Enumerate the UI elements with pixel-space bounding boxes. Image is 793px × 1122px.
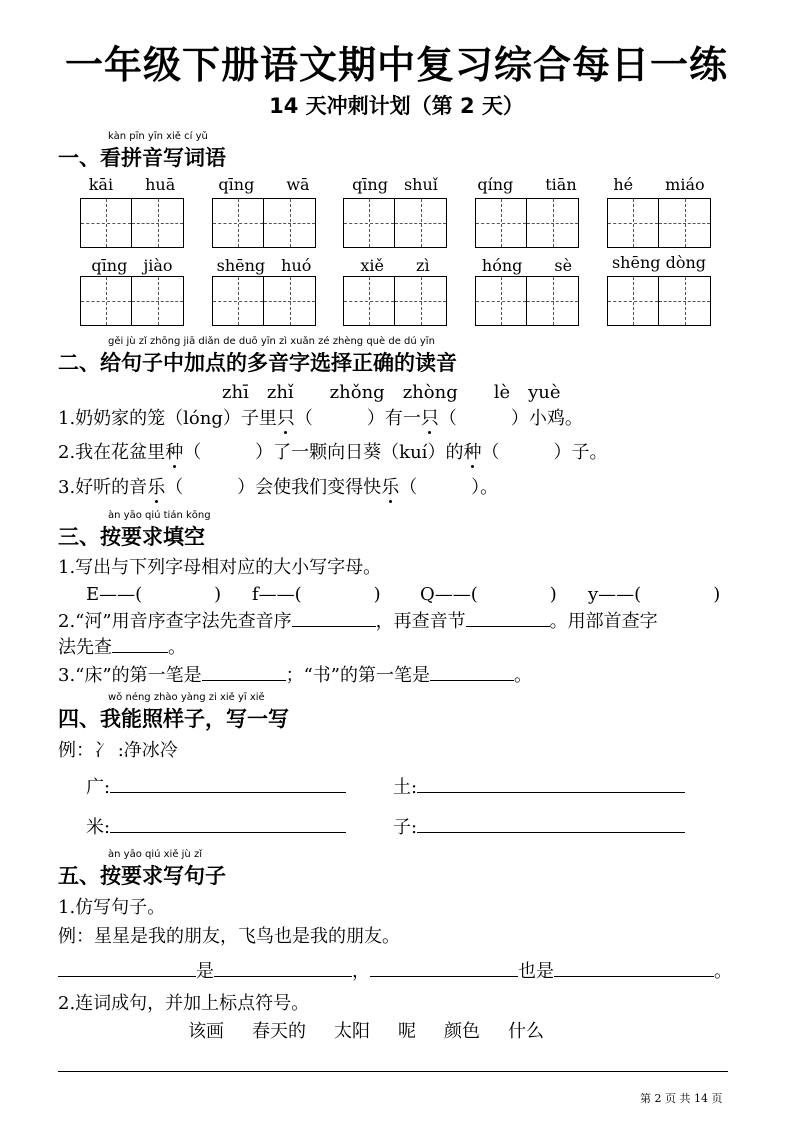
question-3-2: 2.“河”用音序查字法先查音序 ，再查音节 。用部首查字	[58, 611, 658, 632]
grid-cell[interactable]	[264, 277, 315, 325]
letter-4: y——( )	[588, 584, 721, 605]
question-2-3: 3.好听的音乐（ ）会使我们变得快乐（ ）。	[58, 477, 499, 498]
grid-cell[interactable]	[608, 277, 659, 325]
blank[interactable]	[292, 626, 376, 627]
pinyin-label: hé miáo	[613, 175, 705, 194]
blank[interactable]	[202, 680, 286, 681]
grid-cell[interactable]	[81, 277, 132, 325]
pinyin-label: shēng dòng	[611, 253, 707, 272]
grid-cell[interactable]	[476, 199, 527, 247]
question-5-1: 1.仿写句子。	[58, 897, 166, 918]
section4-heading: 四、我能照样子，写一写	[58, 707, 289, 731]
section3-pinyin: àn yāo qiú tián kōng	[108, 510, 211, 521]
grid-cell[interactable]	[395, 277, 446, 325]
grid-cell[interactable]	[213, 277, 264, 325]
section1-heading: 一、看拼音写词语	[58, 146, 226, 170]
question-3-2-cont: 法先查 。	[58, 637, 186, 658]
item-mi: 米:	[86, 813, 346, 839]
grid-cell[interactable]	[344, 277, 395, 325]
answer-line[interactable]	[110, 792, 346, 793]
word: 太阳	[334, 1021, 370, 1042]
pinyin-label: shēng huó	[216, 256, 312, 275]
answer-line[interactable]	[58, 1071, 728, 1072]
pinyin-label: qīng shuǐ	[352, 175, 438, 194]
blank[interactable]	[430, 680, 514, 681]
writing-grid[interactable]	[475, 276, 579, 326]
pinyin-label: qīng wā	[218, 175, 310, 194]
writing-grid[interactable]	[475, 198, 579, 248]
question-3-1: 1.写出与下列字母相对应的大小写字母。	[58, 557, 382, 578]
blank[interactable]	[112, 652, 168, 653]
item-guang: 广:	[86, 773, 346, 799]
grid-cell[interactable]	[659, 277, 710, 325]
grid-cell[interactable]	[81, 199, 132, 247]
writing-grid[interactable]	[343, 276, 447, 326]
item-zi: 子:	[393, 813, 685, 839]
blank[interactable]	[370, 976, 518, 977]
question-2-2: 2.我在花盆里种（ ）了一颗向日葵（kuí）的种（ ）子。	[58, 442, 608, 463]
item-tu: 土:	[393, 773, 685, 799]
section2-pinyin: gěi jù zǐ zhōng jiā diǎn de duō yīn zì xuǎn zé zhèng què de dú yīn	[108, 336, 435, 347]
pinyin-options: zhī zhǐ zhǒng zhòng lè yuè	[222, 382, 561, 403]
section3-heading: 三、按要求填空	[58, 525, 205, 549]
blank[interactable]	[466, 626, 550, 627]
pinyin-label: xiě zì	[360, 256, 430, 275]
grid-cell[interactable]	[476, 277, 527, 325]
answer-line[interactable]	[417, 832, 685, 833]
grid-cell[interactable]	[264, 199, 315, 247]
writing-grid[interactable]	[343, 198, 447, 248]
pinyin-label: kāi huā	[88, 175, 176, 194]
section2-heading: 二、给句子中加点的多音字选择正确的读音	[58, 351, 457, 375]
example-4: 例：冫 :净冰冷	[58, 740, 178, 761]
letter-3: Q——( )	[420, 584, 557, 605]
grid-cell[interactable]	[344, 199, 395, 247]
pinyin-label: qīng jiào	[91, 256, 173, 275]
example-5: 例：星星是我的朋友，飞鸟也是我的朋友。	[58, 926, 400, 947]
grid-cell[interactable]	[527, 199, 578, 247]
section1-pinyin: kàn pīn yīn xiě cí yǔ	[108, 131, 208, 142]
letter-1: E——( )	[86, 584, 222, 605]
grid-cell[interactable]	[527, 277, 578, 325]
question-5-2: 2.连词成句，并加上标点符号。	[58, 993, 310, 1014]
writing-grid[interactable]	[607, 276, 711, 326]
grid-cell[interactable]	[132, 277, 183, 325]
word: 颜色	[444, 1021, 480, 1042]
word: 该画	[188, 1021, 224, 1042]
section5-heading: 五、按要求写句子	[58, 864, 226, 888]
writing-grid[interactable]	[212, 276, 316, 326]
letter-2: f——( )	[252, 584, 381, 605]
page-title: 一年级下册语文期中复习综合每日一练	[64, 43, 728, 87]
word: 呢	[398, 1021, 416, 1042]
blank[interactable]	[214, 976, 352, 977]
grid-cell[interactable]	[659, 199, 710, 247]
writing-grid[interactable]	[80, 276, 184, 326]
blank[interactable]	[554, 976, 714, 977]
writing-grid[interactable]	[80, 198, 184, 248]
word: 什么	[508, 1021, 544, 1042]
grid-cell[interactable]	[213, 199, 264, 247]
grid-cell[interactable]	[132, 199, 183, 247]
grid-cell[interactable]	[608, 199, 659, 247]
writing-grid[interactable]	[212, 198, 316, 248]
pinyin-label: qíng tiān	[477, 175, 577, 194]
imitation-sentence: 是 ， 也是 。	[58, 957, 732, 983]
writing-grid[interactable]	[607, 198, 711, 248]
section5-pinyin: àn yāo qiú xiě jù zǐ	[108, 849, 202, 860]
answer-line[interactable]	[417, 792, 685, 793]
answer-line[interactable]	[110, 832, 346, 833]
page-number: 第 2 页 共 14 页	[640, 1092, 723, 1105]
word-list	[188, 1017, 572, 1043]
page-subtitle: 14 天冲刺计划（第 2 天）	[269, 94, 524, 118]
question-3-3: 3.“床”的第一笔是 ；“书”的第一笔是 。	[58, 665, 532, 686]
word: 春天的	[252, 1021, 306, 1042]
section4-pinyin: wǒ néng zhào yàng zi xiě yī xiě	[108, 692, 265, 703]
grid-cell[interactable]	[395, 199, 446, 247]
blank[interactable]	[58, 976, 196, 977]
pinyin-label: hóng sè	[481, 256, 573, 275]
question-2-1: 1.奶奶家的笼（lóng）子里只（ ）有一只（ ）小鸡。	[58, 408, 583, 429]
